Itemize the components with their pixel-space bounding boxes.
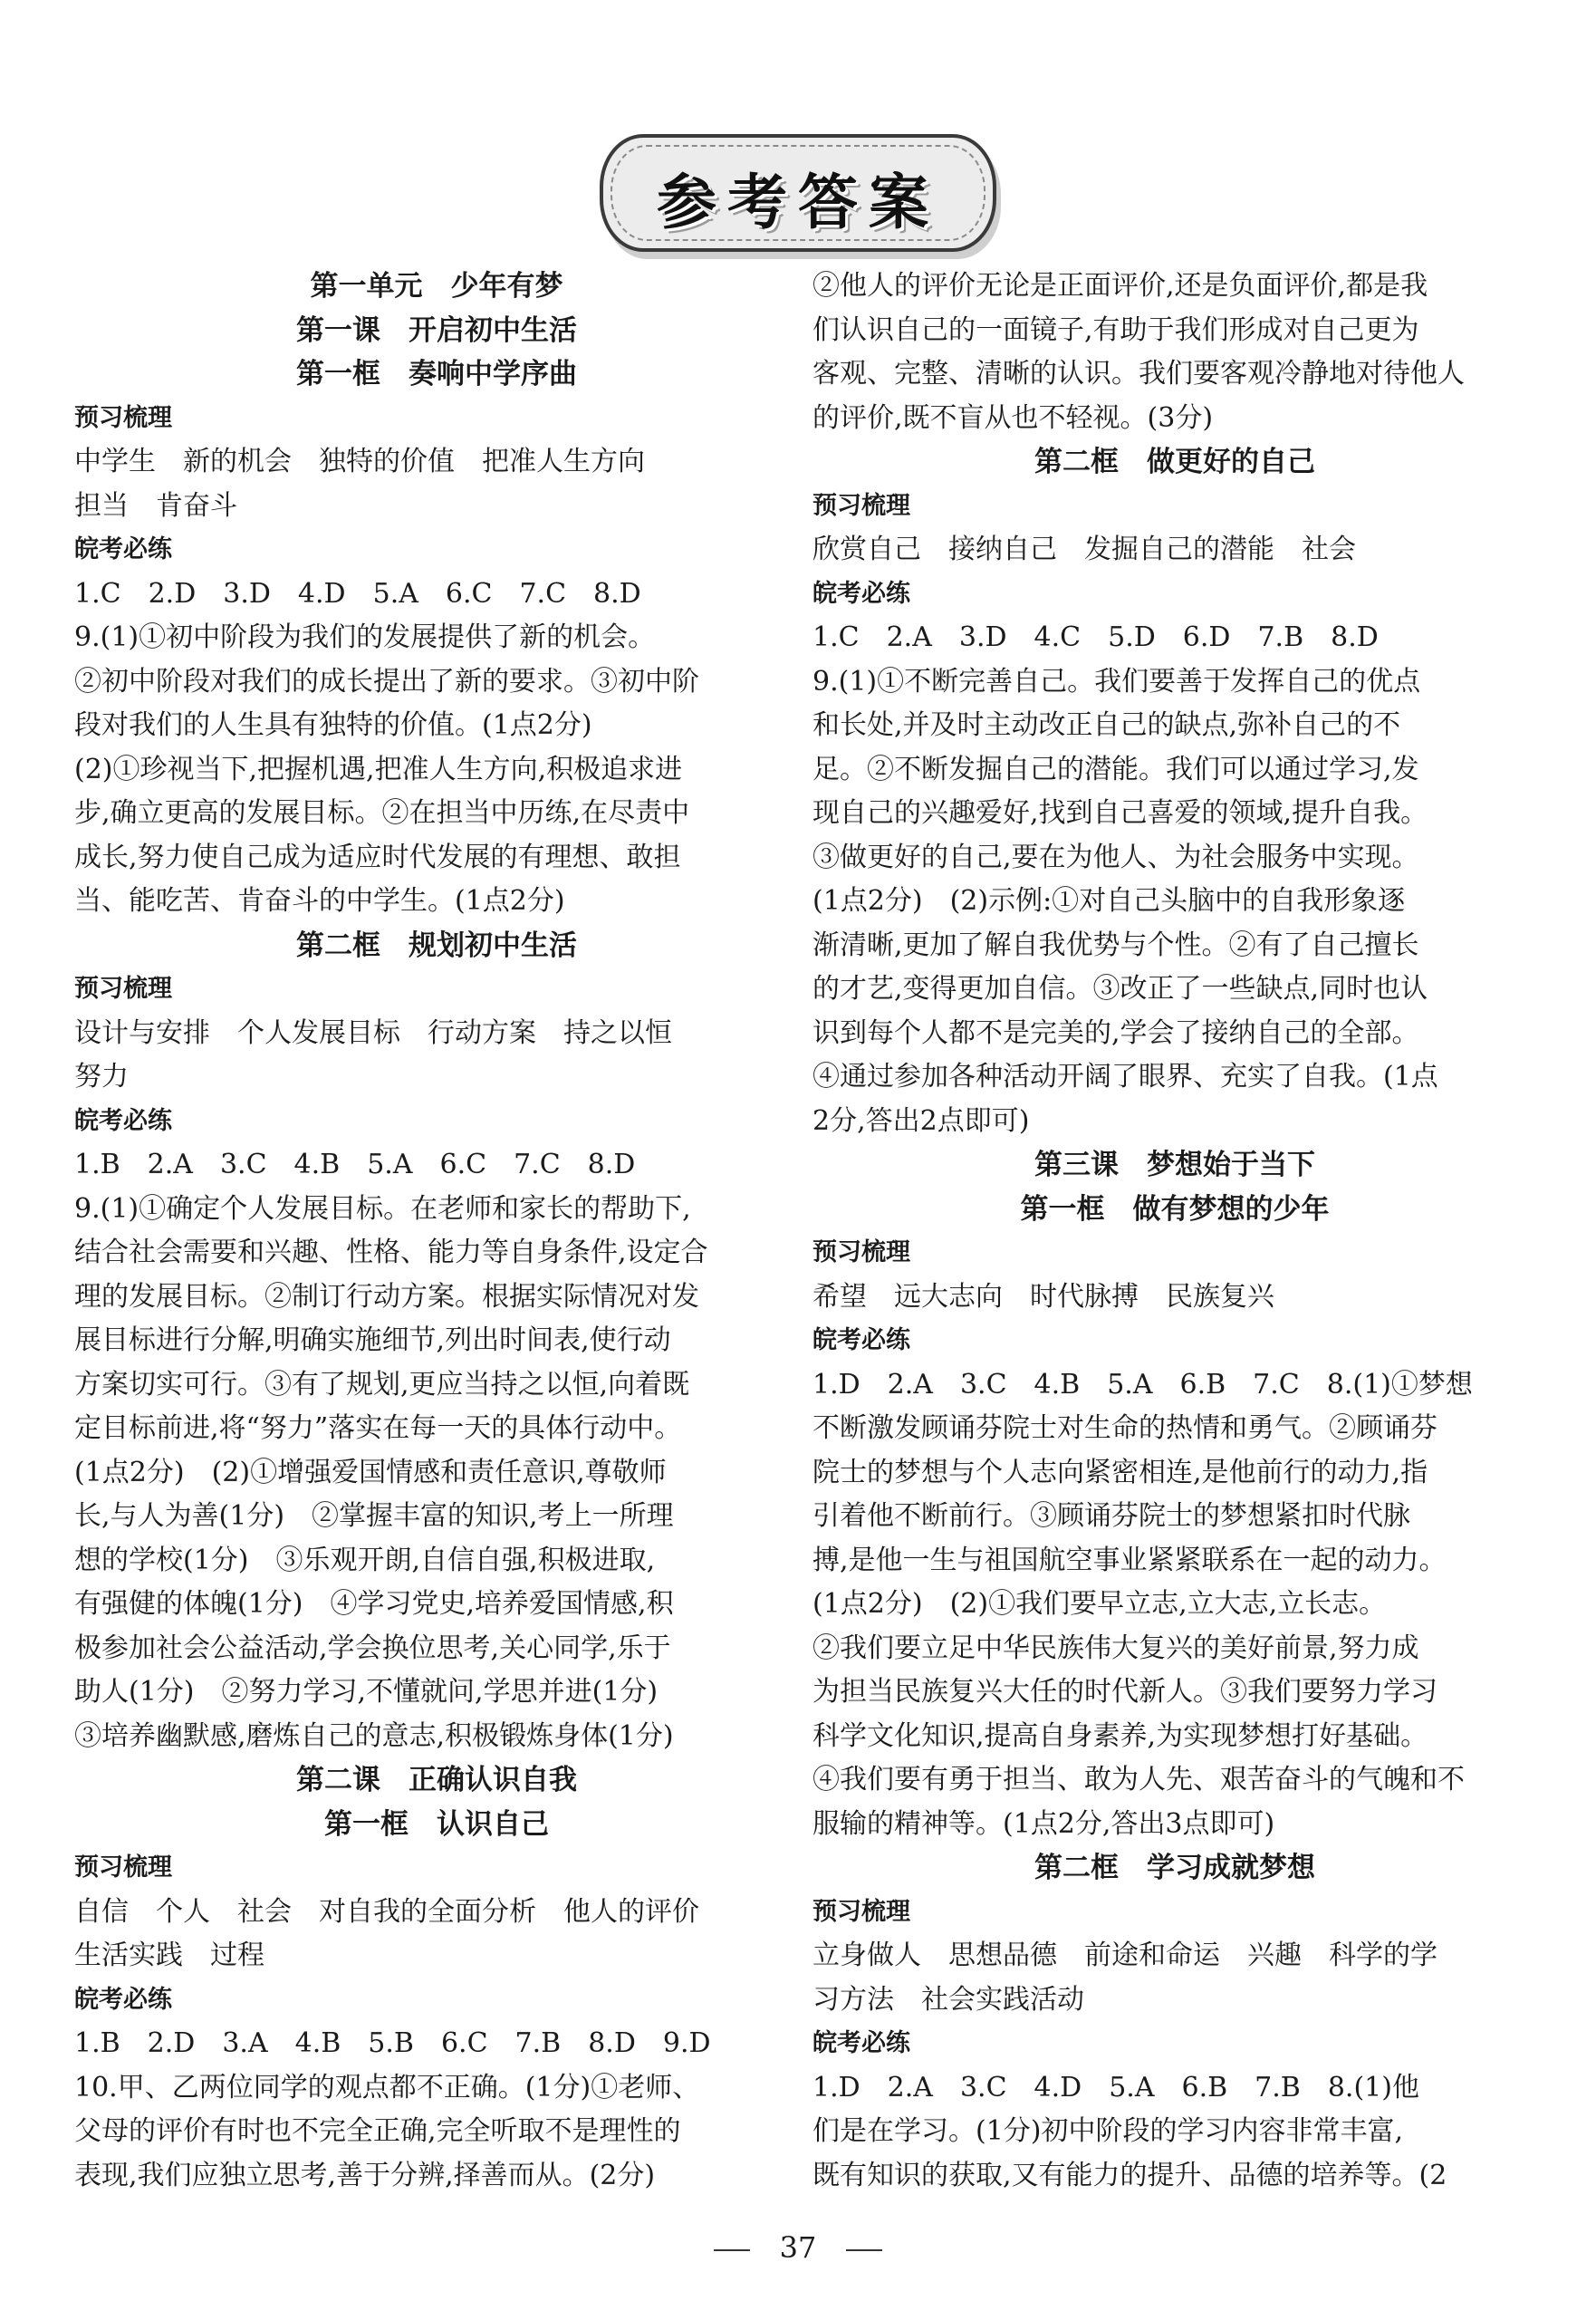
answer-text-line: 助人(1分) ②努力学习,不懂就问,学思并进(1分) xyxy=(74,1676,659,1708)
answer-text-line: 现自己的兴趣爱好,找到自己喜爱的领域,提升自我。 xyxy=(812,797,1428,829)
answer-text-line: 展目标进行分解,明确实施细节,列出时间表,使行动 xyxy=(74,1324,671,1356)
answer-text-line: 有强健的体魄(1分) ④学习党史,培养爱国情感,积 xyxy=(74,1588,674,1620)
answer-text-line: 习方法 社会实践活动 xyxy=(812,1983,1084,2016)
answer-text-line: 自信 个人 社会 对自我的全面分析 他人的评价 xyxy=(74,1895,699,1928)
answer-text-line: 欣赏自己 接纳自己 发掘自己的潜能 社会 xyxy=(812,534,1356,565)
section-heading: 第一框 做有梦想的少年 xyxy=(1020,1192,1330,1226)
answer-text-line: 段对我们的人生具有独特的价值。(1点2分) xyxy=(74,709,592,741)
answer-text-line: 设计与安排 个人发展目标 行动方案 持之以恒 xyxy=(74,1016,672,1049)
answer-text-line: 成长,努力使自己成为适应时代发展的有理想、敢担 xyxy=(74,841,681,873)
answer-choices: 1.C 2.A 3.D 4.C 5.D 6.D 7.B 8.D xyxy=(812,621,1379,653)
answer-text-line: 搏,是他一生与祖国航空事业紧紧联系在一起的动力。 xyxy=(812,1544,1447,1576)
answer-text-line: 引着他不断前行。③顾诵芬院士的梦想紧扣时代脉 xyxy=(812,1500,1410,1532)
answer-text-line: 10.甲、乙两位同学的观点都不正确。(1分)①老师、 xyxy=(74,2071,700,2103)
answer-text-line: 足。②不断发掘自己的潜能。我们可以通过学习,发 xyxy=(812,753,1419,785)
section-heading: 第三课 梦想始于当下 xyxy=(1034,1149,1315,1181)
answer-text-line: (2)①珍视当下,把握机遇,把准人生方向,积极追求进 xyxy=(74,753,683,785)
answer-choices: 1.D 2.A 3.C 4.B 5.A 6.B 7.C 8.(1)①梦想 xyxy=(812,1368,1473,1401)
answer-text-line: (1点2分) (2)①我们要早立志,立大志,立长志。 xyxy=(812,1588,1387,1620)
answer-text-line: 中学生 新的机会 独特的价值 把准人生方向 xyxy=(74,446,645,477)
answer-text-line: ③培养幽默感,磨炼自己的意志,积极锻炼身体(1分) xyxy=(74,1719,674,1752)
answer-text-line: 当、能吃苦、肯奋斗的中学生。(1点2分) xyxy=(74,885,565,917)
answer-text-line: 识到每个人都不是完美的,学会了接纳自己的全部。 xyxy=(812,1016,1419,1049)
answer-choices: 1.C 2.D 3.D 4.D 5.A 6.C 7.C 8.D xyxy=(74,577,641,610)
subsection-label: 皖考必练 xyxy=(812,579,910,608)
answer-text-line: 担当 肯奋斗 xyxy=(74,489,237,522)
answer-text-line: 客观、完整、清晰的认识。我们要客观冷静地对待他人 xyxy=(812,358,1465,390)
answer-text-line: 9.(1)①初中阶段为我们的发展提供了新的机会。 xyxy=(74,621,656,653)
section-heading: 第一课 开启初中生活 xyxy=(296,313,577,347)
answer-text-line: 想的学校(1分) ③乐观开朗,自信自强,积极进取, xyxy=(74,1544,656,1576)
answer-text-line: 定目标前进,将“努力”落实在每一天的具体行动中。 xyxy=(74,1412,682,1444)
answer-text-line: 渐清晰,更加了解自我优势与个性。②有了自己擅长 xyxy=(812,929,1419,961)
answer-text-line: (1点2分) (2)①增强爱国情感和责任意识,尊敬师 xyxy=(74,1456,667,1488)
section-heading: 第二课 正确认识自我 xyxy=(296,1764,577,1796)
subsection-label: 预习梳理 xyxy=(812,1238,910,1266)
answer-text-line: 科学文化知识,提高自身素养,为实现梦想打好基础。 xyxy=(812,1719,1428,1752)
answer-text-line: 的才艺,变得更加自信。③改正了一些缺点,同时也认 xyxy=(812,973,1428,1005)
answer-text-line: 长,与人为善(1分) ②掌握丰富的知识,考上一所理 xyxy=(74,1500,674,1532)
section-heading: 第二框 学习成就梦想 xyxy=(1034,1852,1315,1884)
answer-text-line: 9.(1)①不断完善自己。我们要善于发挥自己的优点 xyxy=(812,665,1421,698)
answer-choices: 1.D 2.A 3.C 4.D 5.A 6.B 7.B 8.(1)他 xyxy=(812,2071,1419,2103)
page-title: 参考答案 xyxy=(657,168,939,237)
subsection-label: 皖考必练 xyxy=(74,535,172,563)
answer-text-line: 方案切实可行。③有了规划,更应当持之以恒,向着既 xyxy=(74,1368,690,1401)
answer-text-line: 2分,答出2点即可) xyxy=(812,1104,1030,1137)
section-heading: 第二框 规划初中生活 xyxy=(296,929,577,962)
subsection-label: 预习梳理 xyxy=(74,1853,172,1882)
footer-dash-right xyxy=(846,2249,882,2251)
answer-text-line: 结合社会需要和兴趣、性格、能力等自身条件,设定合 xyxy=(74,1237,708,1268)
answer-text-line: 步,确立更高的发展目标。②在担当中历练,在尽责中 xyxy=(74,797,690,829)
answer-text-line: 服输的精神等。(1点2分,答出3点即可) xyxy=(812,1807,1275,1840)
subsection-label: 皖考必练 xyxy=(74,1106,172,1135)
answer-text-line: 院士的梦想与个人志向紧密相连,是他前行的动力,指 xyxy=(812,1456,1428,1488)
answer-choices: 1.B 2.A 3.C 4.B 5.A 6.C 7.C 8.D xyxy=(74,1149,636,1180)
answer-text-line: 立身做人 思想品德 前途和命运 兴趣 科学的学 xyxy=(812,1940,1437,1971)
answer-text-line: 理的发展目标。②制订行动方案。根据实际情况对发 xyxy=(74,1280,699,1313)
answer-text-line: 们认识自己的一面镜子,有助于我们形成对自己更为 xyxy=(812,313,1419,346)
subsection-label: 皖考必练 xyxy=(74,1985,172,2014)
answer-text-line: 表现,我们应独立思考,善于分辨,择善而从。(2分) xyxy=(74,2159,656,2191)
answer-text-line: 既有知识的获取,又有能力的提升、品德的培养等。(2 xyxy=(812,2159,1447,2191)
section-heading: 第一框 认识自己 xyxy=(324,1807,549,1841)
answer-text-line: 不断激发顾诵芬院士对生命的热情和勇气。②顾诵芬 xyxy=(812,1412,1437,1444)
answer-key-banner xyxy=(600,134,996,252)
page-number: 37 xyxy=(779,2230,817,2265)
section-heading: 第一框 奏响中学序曲 xyxy=(296,358,577,390)
answer-text-line: 努力 xyxy=(74,1061,129,1093)
answer-text-line: ③做更好的自己,要在为他人、为社会服务中实现。 xyxy=(812,841,1419,873)
section-heading: 第二框 做更好的自己 xyxy=(1034,446,1315,478)
answer-choices: 1.B 2.D 3.A 4.B 5.B 6.C 7.B 8.D 9.D xyxy=(74,2027,711,2059)
answer-text-line: ②初中阶段对我们的成长提出了新的要求。③初中阶 xyxy=(74,665,699,698)
subsection-label: 预习梳理 xyxy=(812,1897,910,1926)
answer-text-line: ④通过参加各种活动开阔了眼界、充实了自我。(1点 xyxy=(812,1061,1438,1093)
answer-text-line: 的评价,既不盲从也不轻视。(3分) xyxy=(812,401,1214,434)
answer-text-line: (1点2分) (2)示例:①对自己头脑中的自我形象逐 xyxy=(812,885,1406,917)
footer-dash-left xyxy=(714,2249,750,2251)
left-column xyxy=(74,265,799,2198)
answer-text-line: 父母的评价有时也不完全正确,完全听取不是理性的 xyxy=(74,2115,681,2147)
subsection-label: 皖考必练 xyxy=(812,1326,910,1354)
answer-text-line: 们是在学习。(1分)初中阶段的学习内容非常丰富, xyxy=(812,2115,1404,2147)
answer-text-line: 9.(1)①确定个人发展目标。在老师和家长的帮助下, xyxy=(74,1192,691,1225)
answer-text-line: ②我们要立足中华民族伟大复兴的美好前景,努力成 xyxy=(812,1632,1419,1664)
answer-text-line: ④我们要有勇于担当、敢为人先、艰苦奋斗的气魄和不 xyxy=(812,1764,1465,1795)
subsection-label: 皖考必练 xyxy=(812,2029,910,2057)
subsection-label: 预习梳理 xyxy=(74,975,172,1003)
answer-text-line: 希望 远大志向 时代脉搏 民族复兴 xyxy=(812,1280,1274,1313)
subsection-label: 预习梳理 xyxy=(812,491,910,520)
answer-text-line: 和长处,并及时主动改正自己的缺点,弥补自己的不 xyxy=(812,709,1401,741)
subsection-label: 预习梳理 xyxy=(74,403,172,432)
answer-text-line: 极参加社会公益活动,学会换位思考,关心同学,乐于 xyxy=(74,1632,671,1664)
page-footer xyxy=(0,2230,1596,2265)
section-heading: 第一单元 少年有梦 xyxy=(310,270,563,303)
right-column xyxy=(812,265,1537,2198)
answer-text-line: ②他人的评价无论是正面评价,还是负面评价,都是我 xyxy=(812,270,1428,302)
answer-text-line: 生活实践 过程 xyxy=(74,1940,264,1971)
answer-text-line: 为担当民族复兴大任的时代新人。③我们要努力学习 xyxy=(812,1676,1437,1708)
